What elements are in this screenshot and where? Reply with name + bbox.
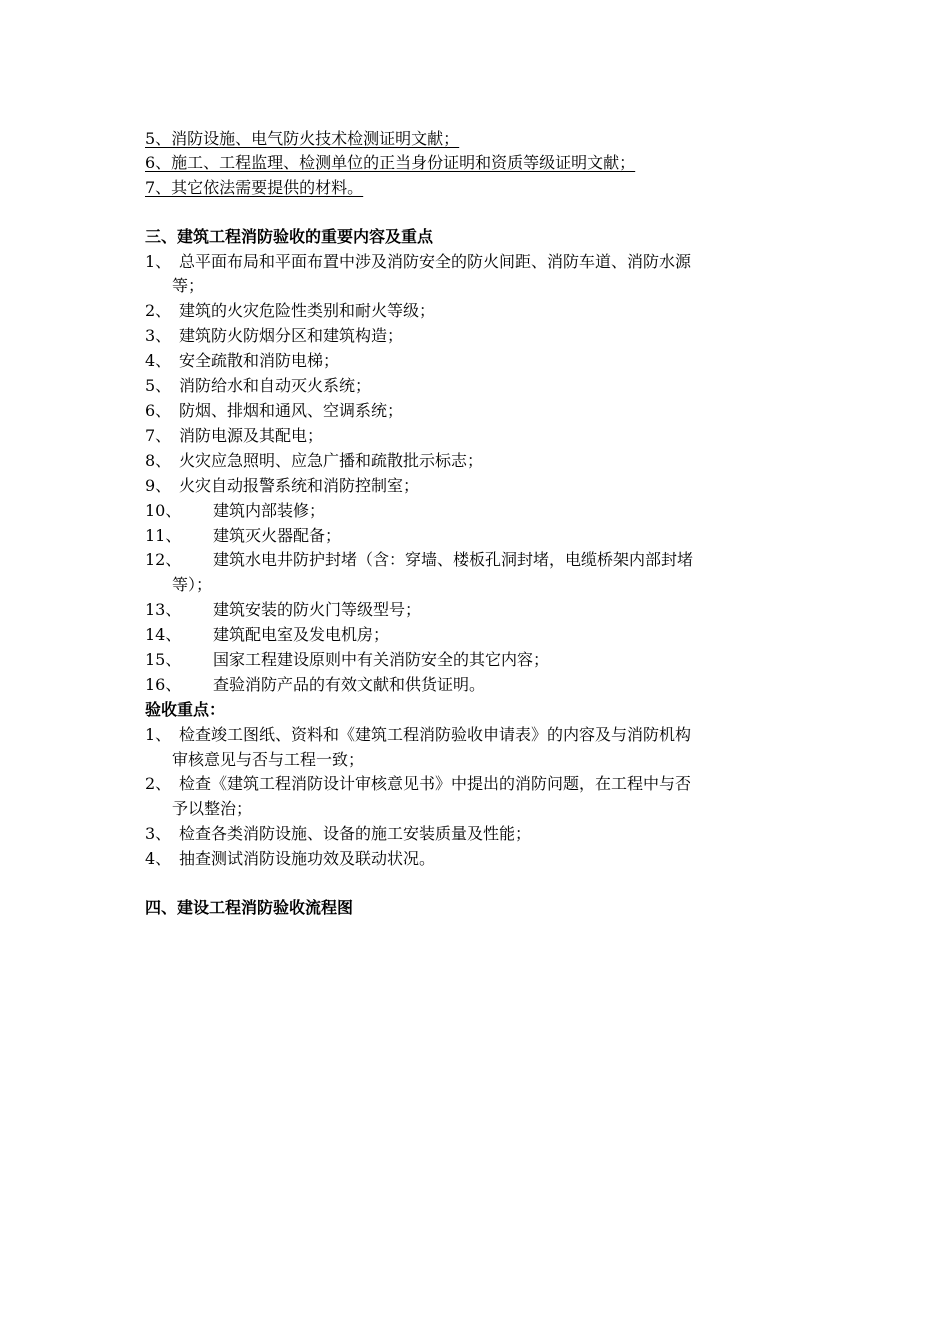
- list-item-continuation: 审核意见与否与工程一致；: [172, 750, 365, 769]
- list-item-continuation: 予以整治；: [172, 799, 253, 818]
- list-item: 6、 防烟、排烟和通风、空调系统；: [145, 401, 404, 420]
- list-item-continuation: 等）；: [172, 575, 213, 594]
- list-item: 8、 火灾应急照明、应急广播和疏散批示标志；: [145, 451, 484, 470]
- list-item: 12、 建筑水电井防护封堵（含：穿墙、楼板孔洞封堵，电缆桥架内部封堵: [145, 550, 694, 569]
- list-item: 9、 火灾自动报警系统和消防控制室；: [145, 476, 420, 495]
- list-item: 1、 总平面布局和平面布置中涉及消防安全的防火间距、消防车道、消防水源: [145, 252, 692, 271]
- list-item: 2、 检查《建筑工程消防设计审核意见书》中提出的消防问题，在工程中与否: [145, 774, 692, 793]
- doc-item-7: 7、其它依法需要提供的材料。: [145, 178, 364, 197]
- list-item-continuation: 等；: [172, 276, 205, 295]
- section-3-title: 三、建筑工程消防验收的重要内容及重点: [145, 227, 434, 246]
- list-item: 7、 消防电源及其配电；: [145, 426, 324, 445]
- list-item: 4、 安全疏散和消防电梯；: [145, 351, 340, 370]
- list-item: 13、 建筑安装的防火门等级型号；: [145, 600, 422, 619]
- keypoints-title: 验收重点：: [145, 700, 226, 719]
- doc-item-6: 6、施工、工程监理、检测单位的正当身份证明和资质等级证明文献；: [145, 153, 636, 172]
- list-item: 14、 建筑配电室及发电机房；: [145, 625, 390, 644]
- list-item: 10、 建筑内部装修；: [145, 501, 326, 520]
- list-item: 4、 抽查测试消防设施功效及联动状况。: [145, 849, 436, 868]
- section-4-title: 四、建设工程消防验收流程图: [145, 898, 354, 917]
- list-item: 1、 检查竣工图纸、资料和《建筑工程消防验收申请表》的内容及与消防机构: [145, 725, 692, 744]
- list-item: 15、 国家工程建设原则中有关消防安全的其它内容；: [145, 650, 550, 669]
- doc-item-5: 5、消防设施、电气防火技术检测证明文献；: [145, 129, 460, 148]
- list-item: 5、 消防给水和自动灭火系统；: [145, 376, 372, 395]
- list-item: 16、 查验消防产品的有效文献和供货证明。: [145, 675, 486, 694]
- list-item: 3、 检查各类消防设施、设备的施工安装质量及性能；: [145, 824, 532, 843]
- list-item: 11、 建筑灭火器配备；: [145, 526, 342, 545]
- list-item: 3、 建筑防火防烟分区和建筑构造；: [145, 326, 404, 345]
- list-item: 2、 建筑的火灾危险性类别和耐火等级；: [145, 301, 436, 320]
